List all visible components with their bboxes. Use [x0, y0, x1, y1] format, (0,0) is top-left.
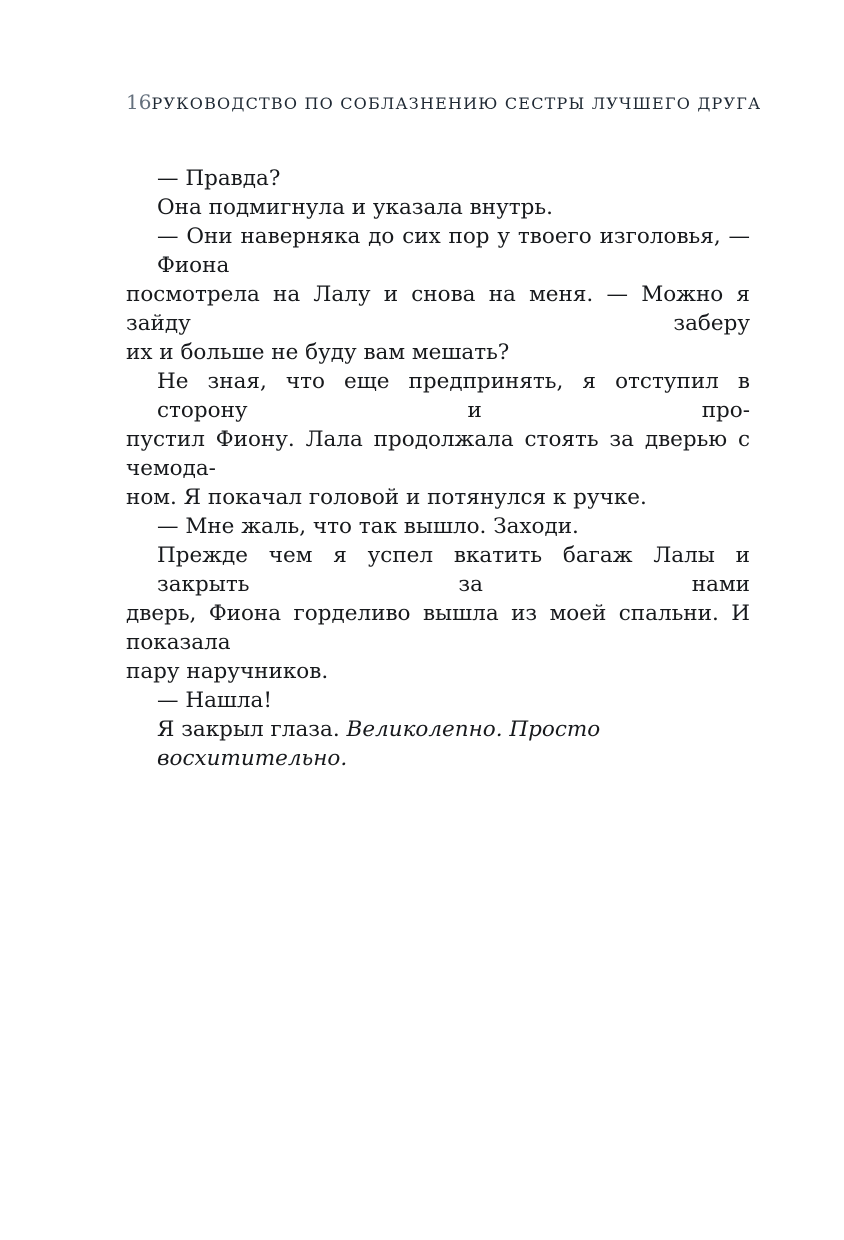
- text-line: посмотрела на Лалу и снова на меня. — Можно я зайду заберу: [126, 282, 750, 336]
- inner-thought-italic: Великолепно. Просто восхитительно.: [157, 717, 601, 771]
- text-line: дверь, Фиона горделиво вышла из моей спальни. И показала: [126, 601, 750, 655]
- text-line: пару наручников.: [126, 659, 329, 684]
- text-line: — Правда?: [157, 166, 281, 191]
- running-header: [126, 90, 762, 114]
- text-line: — Мне жаль, что так вышло. Заходи.: [157, 514, 579, 539]
- text-line-normal: Я закрыл глаза.: [157, 717, 347, 742]
- page-number: 16: [126, 90, 152, 114]
- body-text: [126, 164, 750, 773]
- running-title: РУКОВОДСТВО ПО СОБЛАЗНЕНИЮ СЕСТРЫ ЛУЧШЕГО ДРУГА: [151, 94, 762, 113]
- text-line: Не зная, что еще предпринять, я отступил в сторону и про-: [157, 369, 750, 423]
- text-line: их и больше не буду вам мешать?: [126, 340, 510, 365]
- text-line: пустил Фиону. Лала продолжала стоять за дверью с чемода-: [126, 427, 750, 481]
- text-line: ном. Я покачал головой и потянулся к ручке.: [126, 485, 647, 510]
- text-line: [126, 715, 750, 773]
- text-line: — Они наверняка до сих пор у твоего изголовья, — Фиона: [157, 224, 750, 278]
- text-line: — Нашла!: [157, 688, 273, 713]
- text-line: Прежде чем я успел вкатить багаж Лалы и закрыть за нами: [157, 543, 750, 597]
- text-line: Она подмигнула и указала внутрь.: [157, 195, 553, 220]
